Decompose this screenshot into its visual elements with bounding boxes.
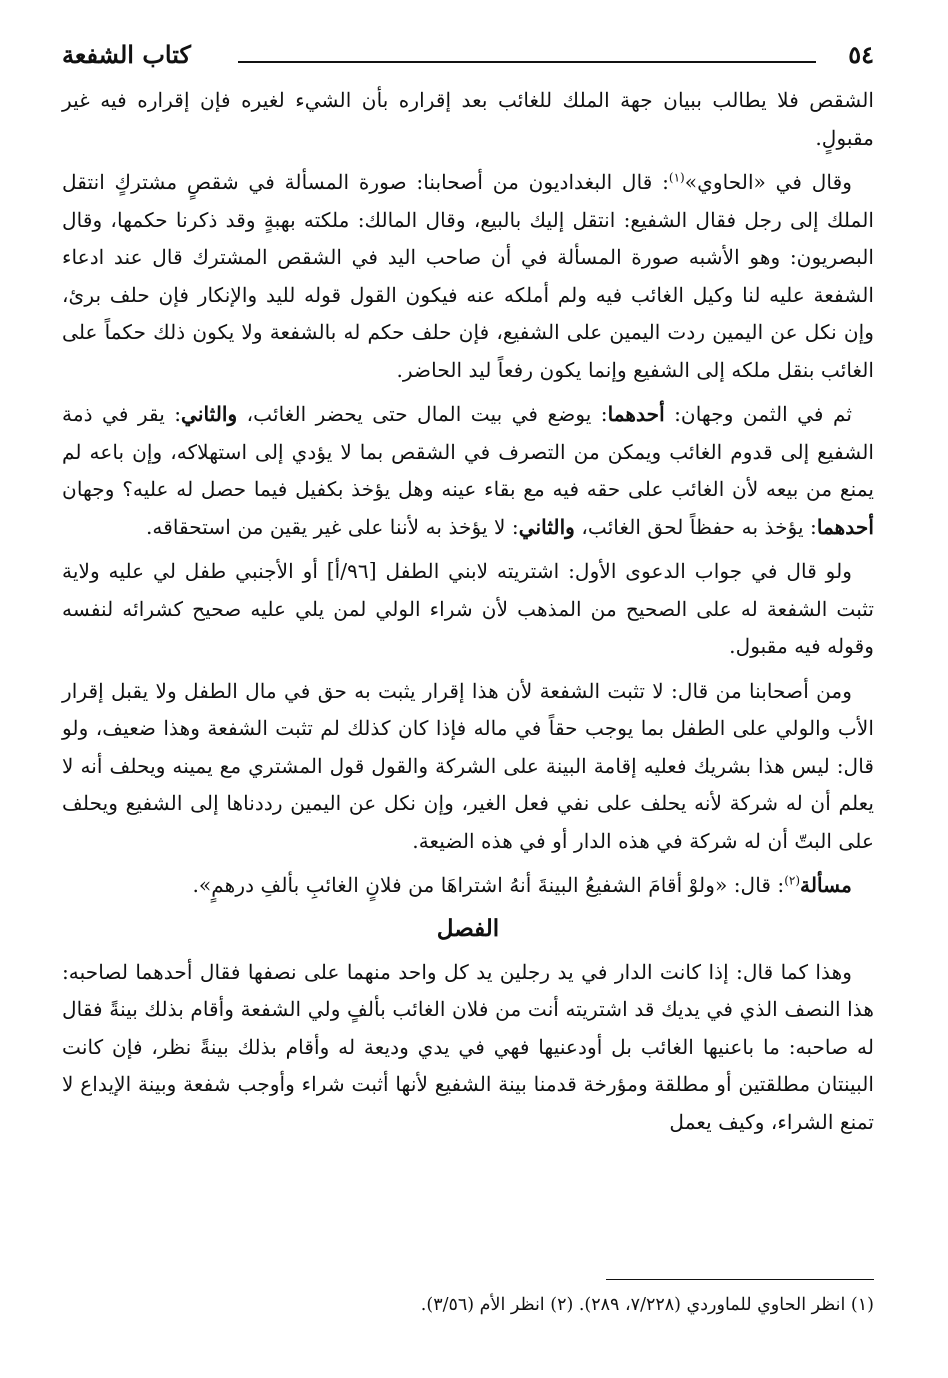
footnote-ref-1: (١) [668, 170, 685, 185]
page-body [62, 82, 874, 1148]
running-title: كتاب الشفعة [62, 40, 191, 69]
masala-label: مسألة [800, 873, 852, 897]
section-title: الفصل [436, 914, 500, 942]
paragraph-3: ثم في الثمن وجهان: أحدهما: يوضع في بيت المال حتى يحضر الغائب، والثاني: يقر في ذمة الشفيع إلى قدوم الغائب ويمكن من التصرف في الشقص بما لا يؤدي إلى استهلاكه، وإن باعه لم يمنع من بيعه لأن الغائب على حقه فيه مع بقاء عينه وهل يؤخذ بكفيل فيما حصل له عليه؟ وجهان أحدهما: يؤخذ به حفظاً لحق الغائب، والثاني: لا يؤخذ به لأننا على غير يقين من استحقاقه. [62, 402, 874, 539]
page-header [62, 34, 874, 78]
paragraph-6-masala: مسألة$^{(٢)}$: قال: «ولوْ أقامَ الشفيعُ البينةَ أنهُ اشتراهَا من فلانٍ الغائبِ بألفِ درهمٍ». [192, 873, 852, 897]
paragraph-5: ومن أصحابنا من قال: لا تثبت الشفعة لأن هذا إقرار يثبت به حق في مال الطفل ولا يقبل إقرار الأب والولي على الطفل بما يوجب حقاً في ماله فإذا كان كذلك لم تثبت الشفعة وهذا ضعيف، ولو قال: ليس هذا بشريك فعليه إقامة البينة على الشركة والقول قول المشتري مع يمينه ويحلف أنه لا يعلم أن له شركة لأنه يحلف على نفي فعل الغير، وإن نكل عن اليمين رددناها إلى الشفيع ويحلف على البتّ أن له شركة في هذه الدار أو في هذه الضيعة. [62, 678, 874, 853]
footnote-rule [606, 1279, 874, 1280]
paragraph-2: وقال في «الحاوي»$^{(١)}$: قال البغداديون من أصحابنا: صورة المسألة في شقصٍ مشتركٍ انتقل الملك إلى رجل فقال الشفيع: انتقل إليك بالبيع، وقال المالك: ملكته بهبةٍ وقد ذكرنا حكمها، وقال البصريون: وهو الأشبه صورة المسألة في أن صاحب اليد في الشقص المشترك قال عند ادعاء الشفعة عليه لنا وكيل الغائب فيه ولم أملكه عنه فيكون القول قوله لليد والإنكار فإن حلف برئ، وإن نكل عن اليمين ردت اليمين على الشفيع، فإن حلف حكم له بالشفعة ولا يكون ذلك حكماً على الغائب بنقل ملكه إلى الشفيع وإنما يكون رفعاً ليد الحاضر. [62, 170, 874, 382]
document-page [62, 34, 874, 1354]
paragraph-4: ولو قال في جواب الدعوى الأول: اشتريته لابني الطفل [٩٦/أ] أو الأجنبي طفل لي عليه ولاية تثبت الشفعة له على الصحيح من المذهب لأن شراء الولي لمن يلي عليه صحيح كشرائه لنفسه وقوله فيه مقبول. [62, 559, 874, 658]
paragraph-7: وهذا كما قال: إذا كانت الدار في يد رجلين يد كل واحد منهما على نصفها فقال أحدهما لصاحبه: هذا النصف الذي في يديك قد اشتريته أنت من فلان الغائب بألفٍ ولي الشفعة وأقام بذلك بينةً فقال له صاحبه: ما باعنيها الغائب بل أودعنيها فهي في يدي وديعة له وأقام بذلك بينةً نظر، فإن كانت البينتان مطلقتين أو مطلقة ومؤرخة قدمنا بينة الشفيع لأنها أثبت شراء وأوجب شفعة وبينة الإيداع لا تمنع الشراء، وكيف يعمل [62, 959, 874, 1134]
page-number: ٥٤ [848, 40, 874, 69]
paragraph-1: الشقص فلا يطالب ببيان جهة الملك للغائب بعد إقراره بأن الشيء لغيره فإن إقراره فيه غير مقبولٍ. [62, 88, 874, 150]
header-rule [238, 61, 816, 63]
footnotes: (١) انظر الحاوي للماوردي (٧/٢٢٨، ٢٨٩). (٢) انظر الأم (٣/٥٦). [420, 1295, 874, 1315]
footnote-ref-2: (٢) [784, 873, 801, 888]
